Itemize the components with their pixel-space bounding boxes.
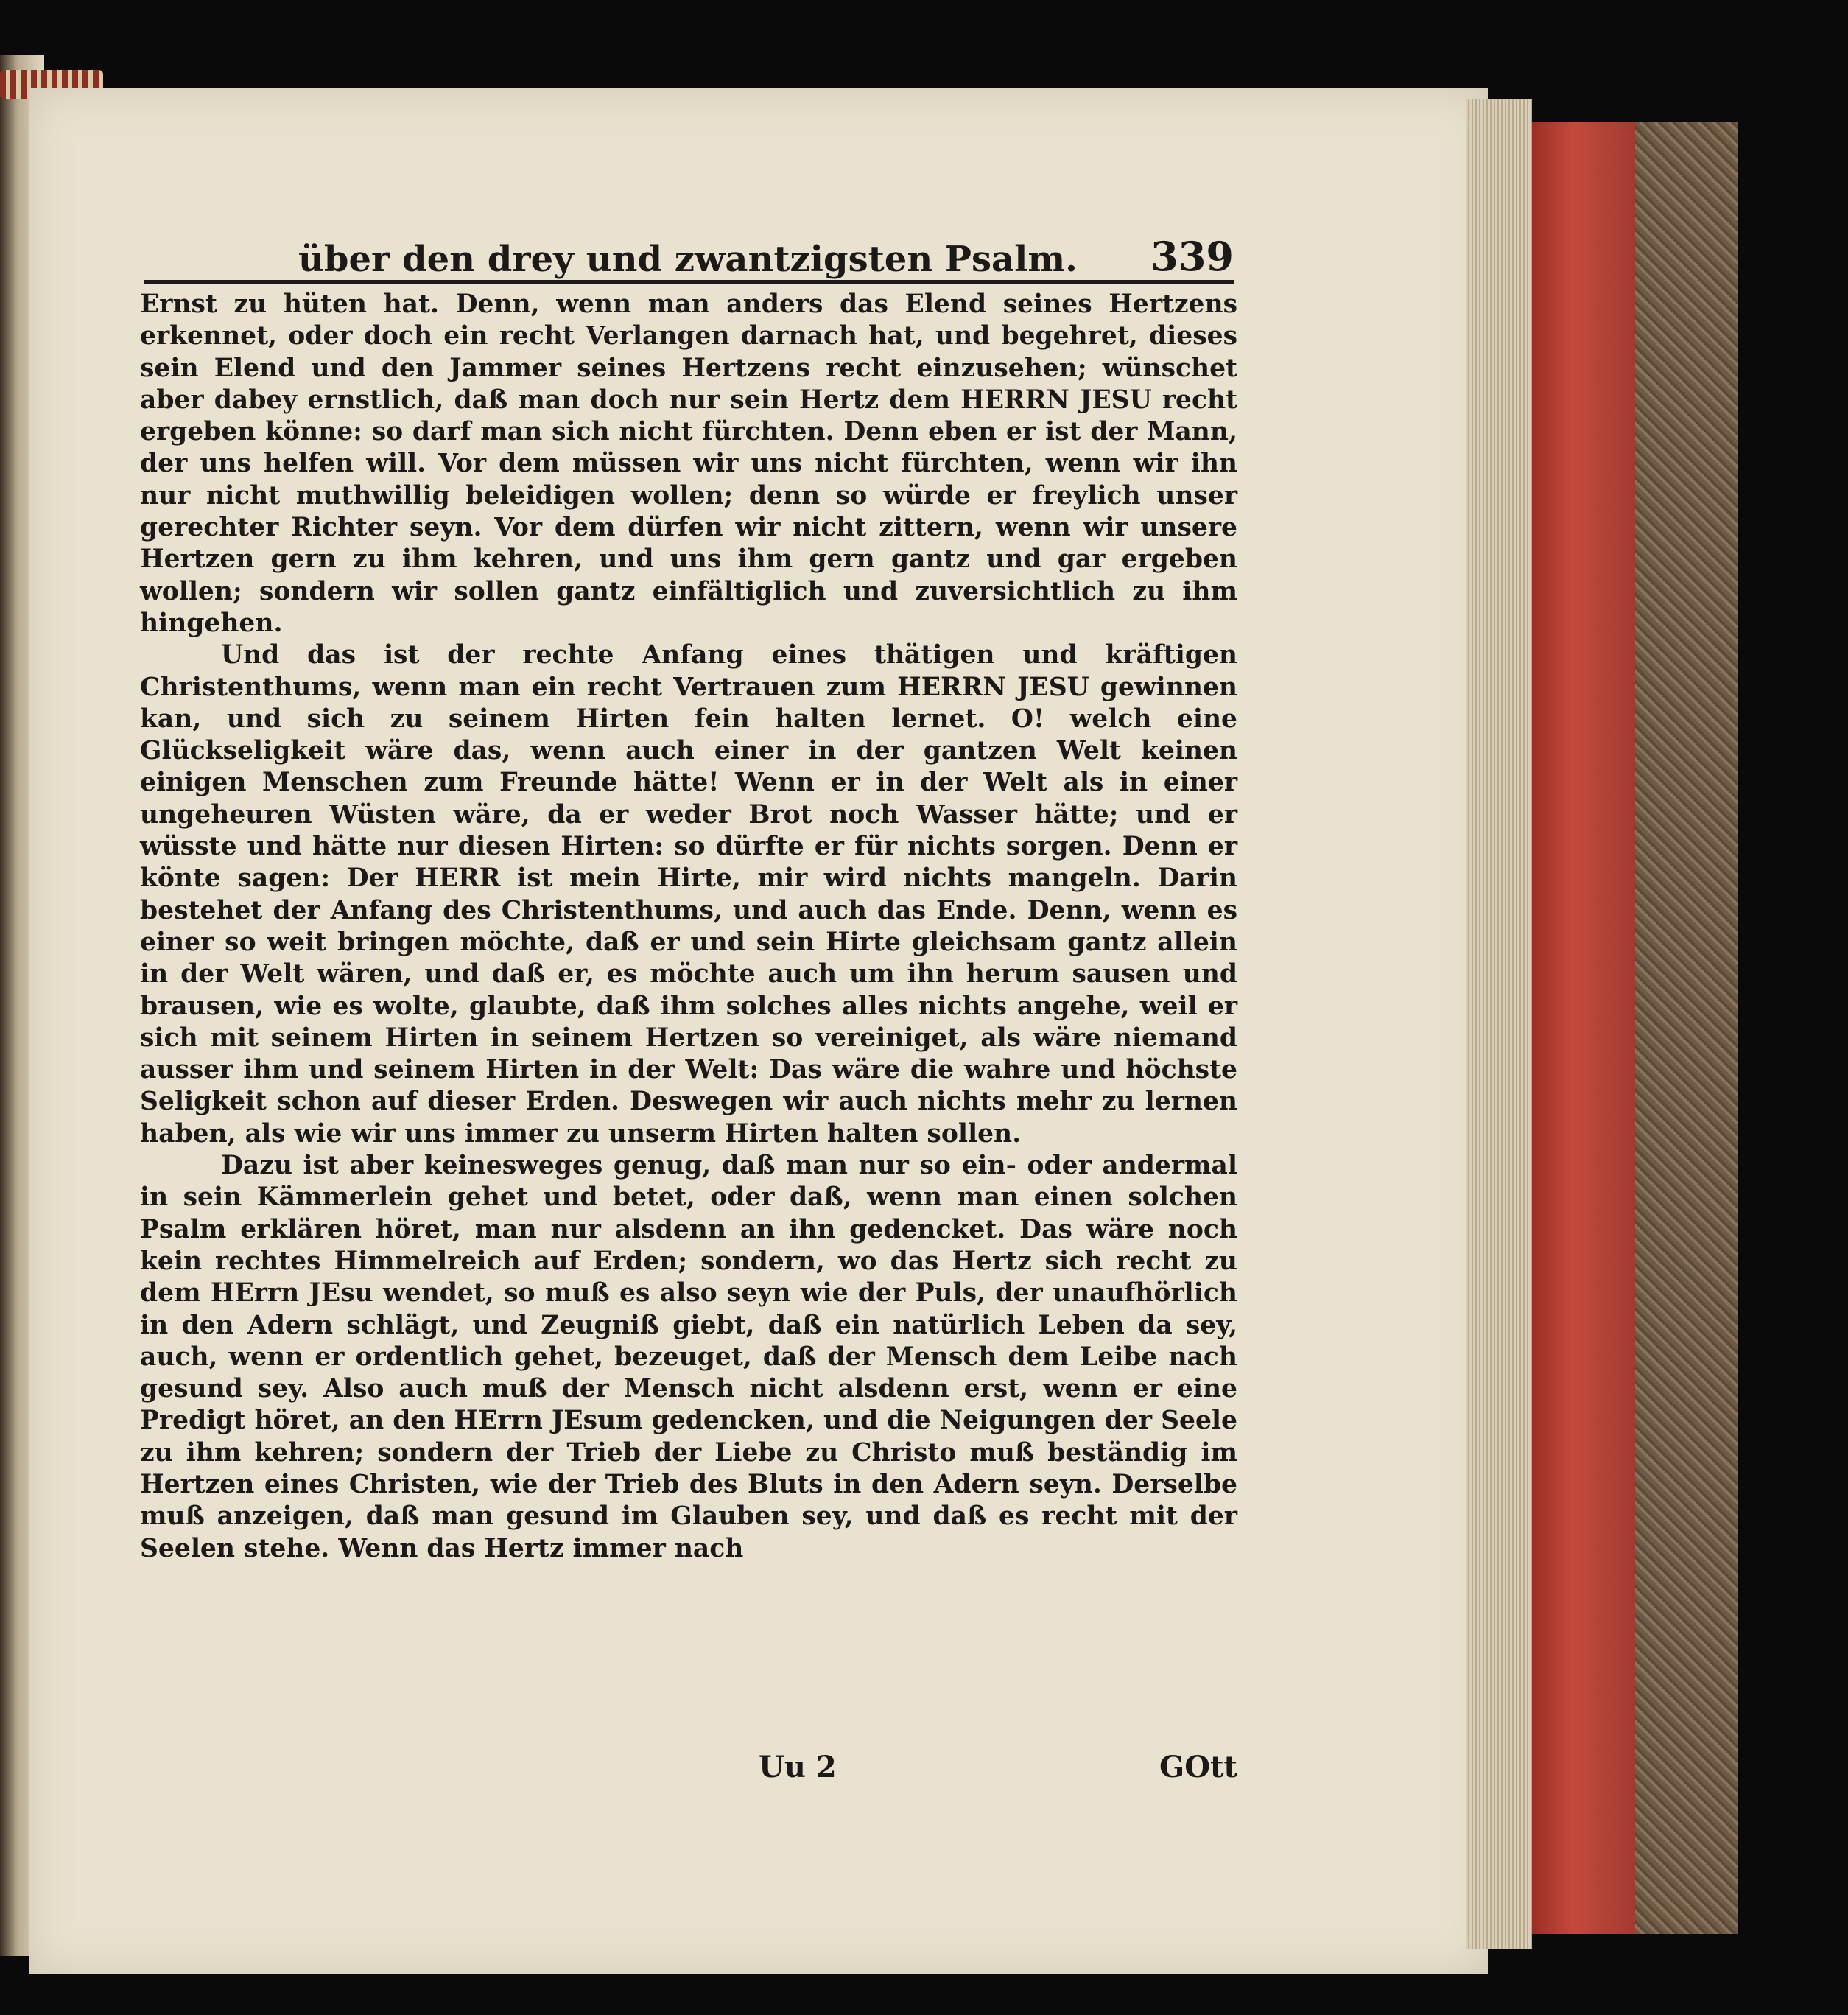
- page-footer: [140, 1750, 1237, 1794]
- page-number: 339: [1150, 233, 1234, 280]
- red-edge-cover: [1532, 122, 1635, 1934]
- body-text: [140, 289, 1237, 1565]
- running-header: [144, 221, 1234, 280]
- catchword: GOtt: [1159, 1750, 1237, 1784]
- paragraph: Und das ist der rechte Anfang eines thätigen und kräftigen Christenthums, wenn man ein recht Vertrauen zum HERRN JESU gewinnen kan, und sich zu seinem Hirten fein halten lernet. O! welch eine Glückseligkeit wäre das, wenn auch einer in der gantzen Welt keinen einigen Menschen zum Freunde hätte! Wenn er in der Welt als in einer ungeheuren Wüsten wäre, da er weder Brot noch Wasser hätte; und er wüsste und hätte nur diesen Hirten: so dürfte er für nichts sorgen. Denn er könte sagen: Der HERR ist mein Hirte, mir wird nichts mangeln. Darin bestehet der Anfang des Christenthums, und auch das Ende. Denn, wenn es einer so weit bringen möchte, daß er und sein Hirte gleichsam gantz allein in der Welt wären, und daß er, es möchte auch um ihn herum sausen und brausen, wie es wolte, glaubte, daß ihm solches alles nichts angehe, weil er sich mit seinem Hirten in seinem Hertzen so vereiniget, als wäre niemand ausser ihm und seinem Hirten in der Welt: Das wäre die wahre und höchste Seligkeit schon auf dieser Erden. Deswegen wir auch nichts mehr zu lernen haben, als wie wir uns immer zu unserm Hirten halten sollen.: [140, 640, 1237, 1149]
- paragraph: Dazu ist aber keinesweges genug, daß man nur so ein- oder andermal in sein Kämmerlein gehet und betet, oder daß, wenn man einen solchen Psalm erklären höret, man nur alsdenn an ihn gedencket. Das wäre noch kein rechtes Himmelreich auf Erden; sondern, wo das Hertz sich recht zu dem HErrn JEsu wendet, so muß es also seyn wie der Puls, der unaufhörlich in den Adern schlägt, und Zeugniß giebt, daß ein natürlich Leben da sey, auch, wenn er ordentlich gehet, bezeuget, daß der Mensch dem Leibe nach gesund sey. Also auch muß der Mensch nicht alsdenn erst, wenn er eine Predigt höret, an den HErrn JEsum gedencken, und die Neigungen der Seele zu ihm kehren; sondern der Trieb der Liebe zu Christo muß beständig im Hertzen eines Christen, wie der Trieb des Bluts in den Adern seyn. Derselbe muß anzeigen, daß man gesund im Glauben sey, und daß es recht mit der Seelen stehe. Wenn das Hertz immer nach: [140, 1151, 1237, 1563]
- paragraph: Ernst zu hüten hat. Denn, wenn man anders das Elend seines Hertzens erkennet, oder doch ein recht Verlangen darnach hat, und begehret, dieses sein Elend und den Jammer seines Hertzens recht einzusehen; wünschet aber dabey ernstlich, daß man doch nur sein Hertz dem HERRN JESU recht ergeben könne: so darf man sich nicht fürchten. Denn eben er ist der Mann, der uns helfen will. Vor dem müssen wir uns nicht fürchten, wenn wir ihn nur nicht muthwillig beleidigen wollen; denn so würde er freylich unser gerechter Richter seyn. Vor dem dürfen wir nicht zittern, wenn wir unsere Hertzen gern zu ihm kehren, und uns ihm gern gantz und gar ergeben wollen; sondern wir sollen gantz einfältiglich und zuversichtlich zu ihm hingehen.: [140, 290, 1237, 638]
- marbled-cover-board: [1635, 122, 1738, 1934]
- header-rule: [144, 280, 1234, 284]
- signature-mark: Uu 2: [759, 1750, 837, 1784]
- running-title: über den drey und zwantzigsten Psalm.: [298, 239, 1078, 280]
- page-block-edges: [1466, 99, 1532, 1949]
